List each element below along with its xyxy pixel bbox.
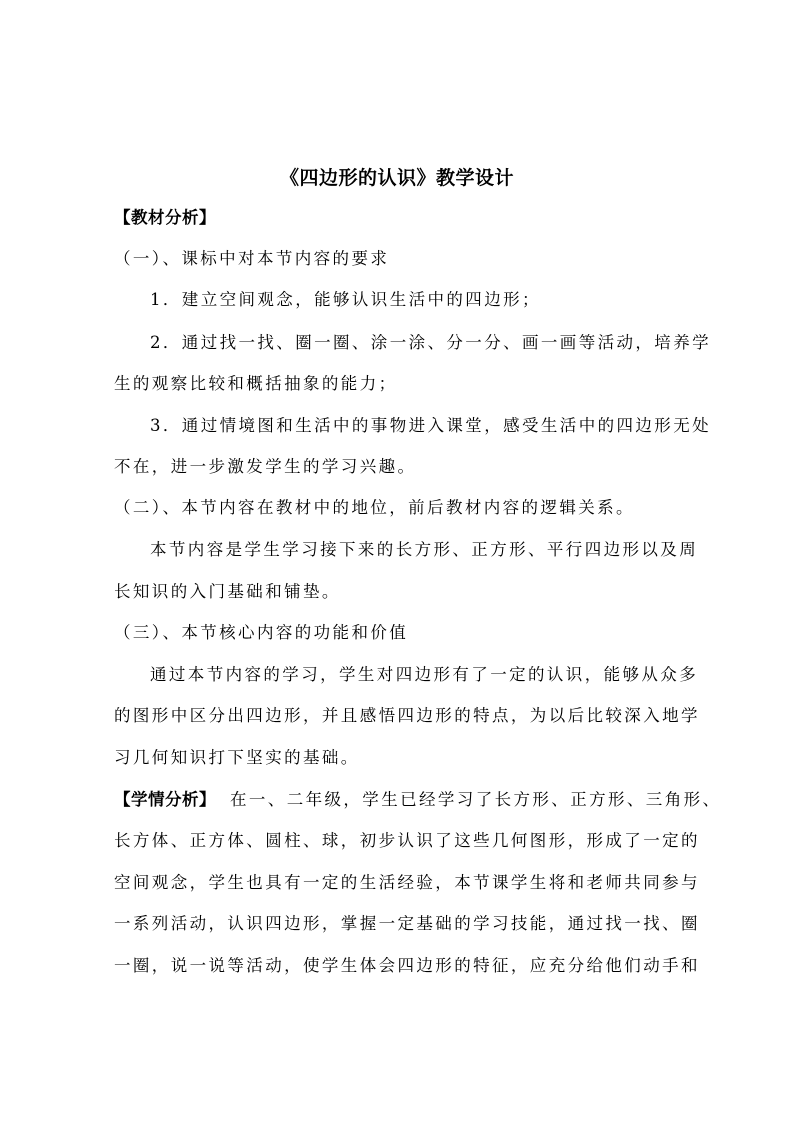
paragraph-3-line-3: 习几何知识打下坚实的基础。 <box>114 748 360 767</box>
list-item-3-line-2: 不在，进一步激发学生的学习兴趣。 <box>114 457 417 476</box>
learner-analysis-line-2: 长方体、正方体、圆柱、球，初步认识了这些几何图形，形成了一定的 <box>114 831 700 850</box>
list-item-1: 1．建立空间观念，能够认识生活中的四边形； <box>150 290 541 309</box>
list-item-2-line-1: 2．通过找一找、圈一圈、涂一涂、分一分、画一画等活动，培养学 <box>150 333 711 352</box>
document-title: 《四边形的认识》教学设计 <box>279 167 514 189</box>
learner-analysis-text-1: 在一、二年级，学生已经学习了长方形、正方形、三角形、 <box>230 790 722 809</box>
learner-analysis-line-4: 一系列活动，认识四边形，掌握一定基础的学习技能，通过找一找、圈 <box>114 914 700 933</box>
paragraph-3-line-2: 的图形中区分出四边形，并且感悟四边形的特点，为以后比较深入地学 <box>114 706 700 725</box>
learner-analysis-line-5: 一圈，说一说等活动，使学生体会四边形的特征，应充分给他们动手和 <box>114 956 700 975</box>
subsection-heading-3: （三）、本节核心内容的功能和价值 <box>114 623 409 642</box>
section-heading-learner-analysis: 【学情分析】 <box>114 790 216 809</box>
paragraph-3-line-1: 通过本节内容的学习，学生对四边形有了一定的认识，能够从众多 <box>150 665 699 684</box>
learner-analysis-line-3: 空间观念，学生也具有一定的生活经验，本节课学生将和老师共同参与 <box>114 873 700 892</box>
section-heading-textbook-analysis: 【教材分析】 <box>114 208 216 227</box>
paragraph-2-line-2: 长知识的入门基础和铺垫。 <box>114 582 341 601</box>
list-item-2-line-2: 生的观察比较和概括抽象的能力； <box>114 374 398 393</box>
learner-analysis-line-1 <box>114 788 721 812</box>
paragraph-2-line-1: 本节内容是学生学习接下来的长方形、正方形、平行四边形以及周 <box>150 540 699 559</box>
subsection-heading-2: （二）、本节内容在教材中的地位，前后教材内容的逻辑关系。 <box>114 498 635 517</box>
list-item-3-line-1: 3．通过情境图和生活中的事物进入课堂，感受生活中的四边形无处 <box>150 416 711 435</box>
subsection-heading-1: （一）、课标中对本节内容的要求 <box>114 249 390 268</box>
